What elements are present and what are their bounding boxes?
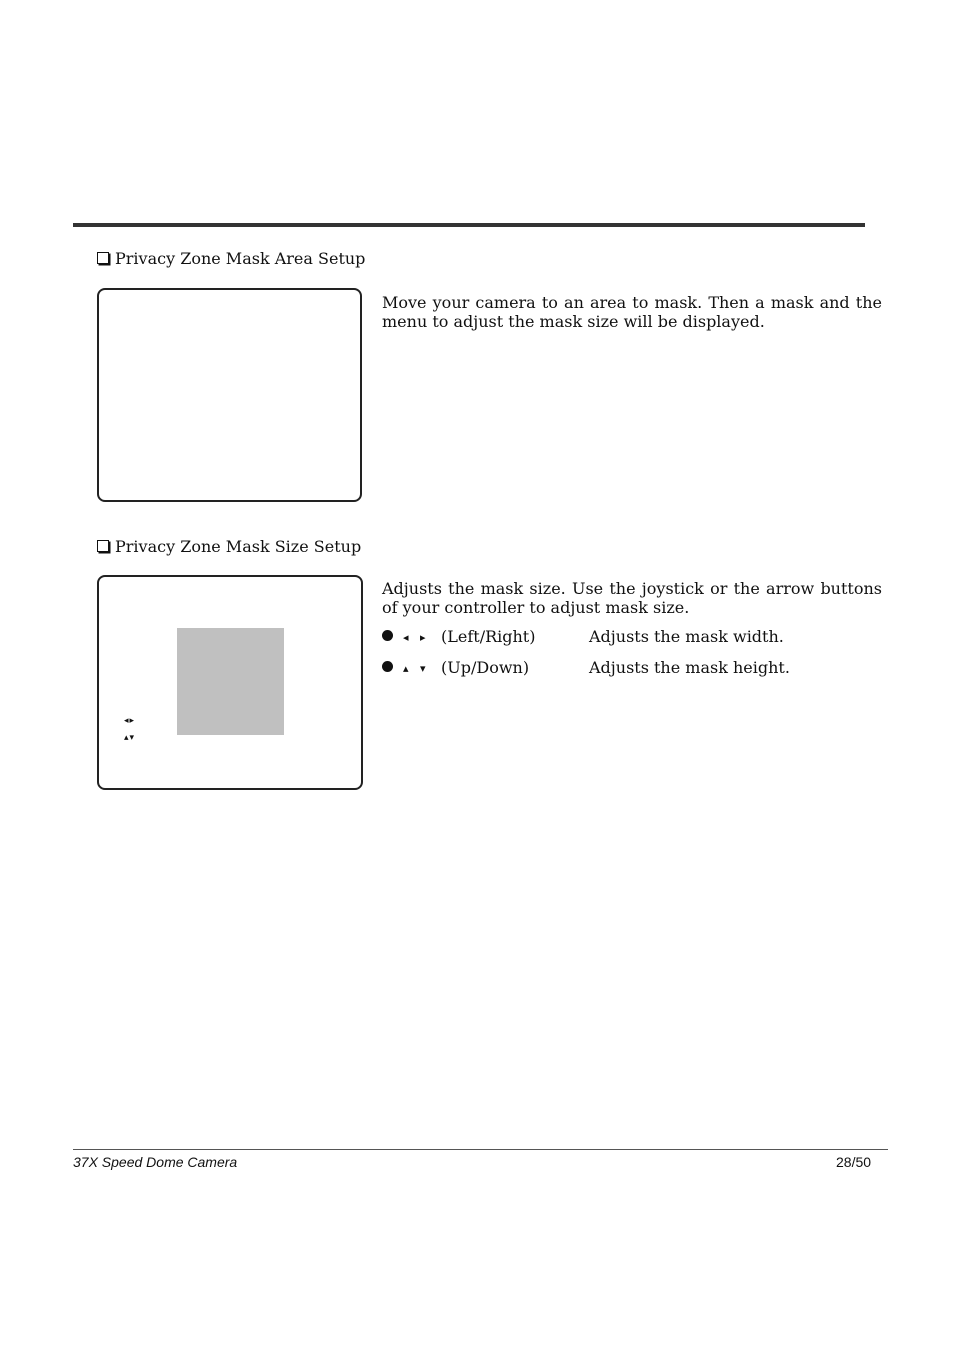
footer-rule [73, 1149, 888, 1150]
list-item [382, 658, 862, 679]
list-item [382, 627, 862, 648]
up-down-arrows-icon: ▴ ▾ [403, 662, 430, 675]
checkbox-icon [97, 540, 109, 552]
section-heading-size [97, 537, 361, 557]
monitor-screen-area [97, 288, 362, 502]
section-heading-area-text: Privacy Zone Mask Area Setup [115, 249, 366, 268]
osd-left-right-icon: ◂▸ [124, 716, 136, 726]
bullet-icon [382, 661, 393, 672]
left-right-arrows-icon: ◂ ▸ [403, 631, 430, 644]
section-heading-size-text: Privacy Zone Mask Size Setup [115, 537, 362, 556]
section-heading-area [97, 249, 365, 269]
privacy-mask [177, 628, 284, 735]
page-number: 28/50 [836, 1154, 872, 1170]
checkbox-icon [97, 252, 109, 264]
footer-title: 37X Speed Dome Camera [73, 1154, 238, 1170]
osd-up-down-icon: ▴▾ [124, 733, 136, 743]
item-description: Adjusts the mask height. [589, 658, 790, 677]
item-key: (Up/Down) [441, 658, 530, 677]
monitor-screen-size [97, 575, 363, 790]
item-description: Adjusts the mask width. [589, 627, 784, 646]
header-rule [73, 223, 865, 227]
bullet-icon [382, 630, 393, 641]
area-description: Move your camera to an area to mask. Then a mask and the menu to adjust the mask size will be displayed. [382, 293, 882, 331]
item-key: (Left/Right) [441, 627, 536, 646]
size-description: Adjusts the mask size. Use the joystick or the arrow buttons of your controller to adjust mask size. [382, 579, 882, 617]
